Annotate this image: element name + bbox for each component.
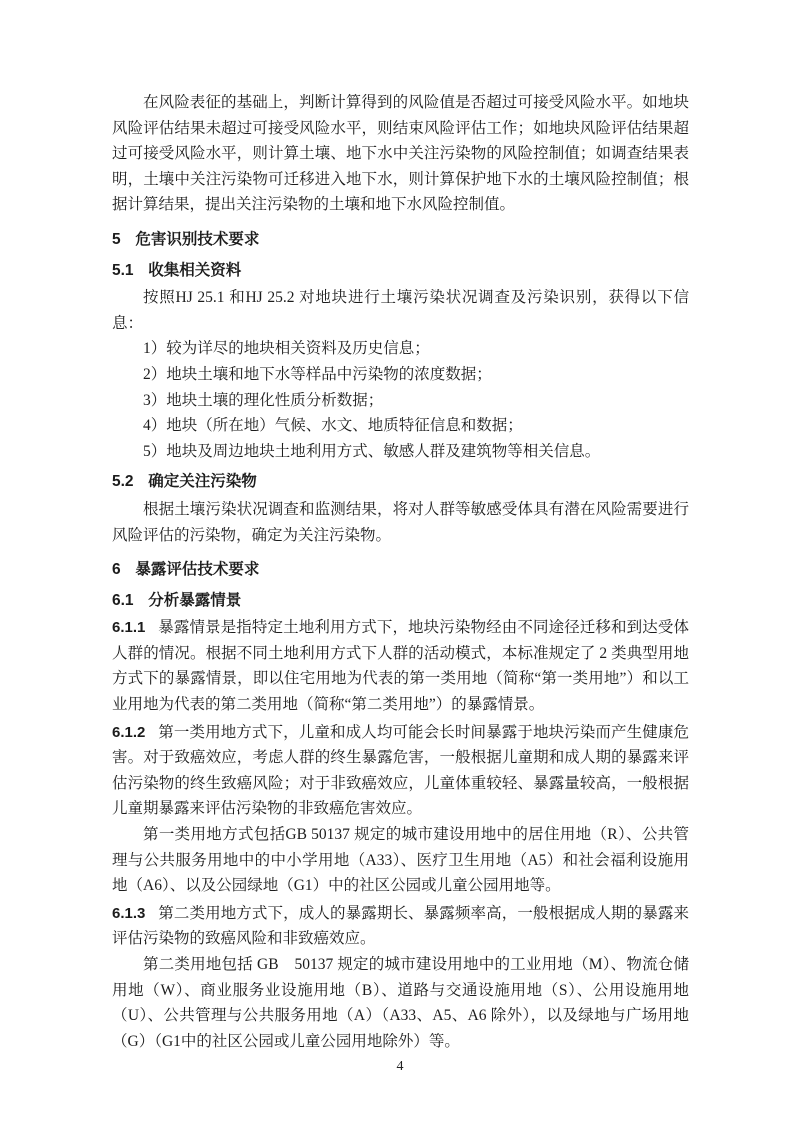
list-item-2: 2）地块土壤和地下水等样品中污染物的浓度数据； (143, 365, 492, 383)
paragraph-5-1-lead: 按照HJ 25.1 和HJ 25.2 对地块进行土壤污染状况调查及污染识别，获得以下信息： (112, 289, 689, 332)
clause-6-1-1-number: 6.1.1 (112, 619, 146, 637)
clause-6-1-3-text: 第二类用地方式下，成人的暴露期长、暴露频率高，一般根据成人期的暴露来评估污染物的致癌风险和非致癌效应。 (112, 904, 689, 948)
clause-6-1-2-text: 第一类用地方式下，儿童和成人均可能会长时间暴露于地块污染而产生健康危害。对于致癌效应，考虑人群的终生暴露危害，一般根据儿童期和成人期的暴露来评估污染物的终生致癌风险；对于非致癌效应，儿童体重较轻、暴露量较高，一般根据儿童期暴露来评估污染物的非致癌危害效应。 (112, 723, 689, 818)
section-5-1-title: 收集相关资料 (148, 261, 242, 279)
section-6-1-title: 分析暴露情景 (148, 591, 242, 609)
clause-6-1-3-supplement: 第二类用地包括 GB 50137 规定的城市建设用地中的工业用地（M）、物流仓储用地（W）、商业服务业设施用地（B）、道路与交通设施用地（S）、公用设施用地（U）、公共管理与公共服务用地（A）（A33、A5、A6 除外），以及绿地与广场用地（G）（G1中的社区公园或儿童公园用地除外）等。 (112, 956, 689, 1050)
section-5-heading (112, 227, 689, 253)
section-6-heading (112, 557, 689, 583)
clause-6-1-1 (112, 615, 689, 717)
section-6-1-heading (112, 588, 689, 614)
list-item-4: 4）地块（所在地）气候、水文、地质特征信息和数据； (143, 417, 523, 435)
page-number: 4 (396, 1059, 404, 1074)
clause-6-1-1-text: 暴露情景是指特定土地利用方式下，地块污染物经由不同途径迁移和到达受体人群的情况。根据不同土地利用方式下人群的活动模式，本标准规定了 2 类典型用地方式下的暴露情景，即以住宅用地为代表的第一类用地（简称“第一类用地”）和以工业用地为代表的第二类用地（简称“第二类用地”）的暴露情景。 (112, 619, 689, 714)
section-5-2-heading (112, 469, 689, 495)
section-6-title: 暴露评估技术要求 (135, 561, 260, 579)
list-item-1: 1）较为详尽的地块相关资料及历史信息； (143, 340, 430, 358)
list-item-3: 3）地块土壤的理化性质分析数据； (143, 391, 384, 409)
section-6-number: 6 (112, 561, 121, 579)
section-5-title: 危害识别技术要求 (135, 230, 260, 248)
list-item-5: 5）地块及周边地块土地利用方式、敏感人群及建筑物等相关信息。 (143, 442, 601, 460)
section-5-number: 5 (112, 230, 121, 248)
page-content (112, 90, 689, 1054)
clause-6-1-2 (112, 720, 689, 822)
paragraph-5-2-body: 根据土壤污染状况调查和监测结果，将对人群等敏感受体具有潜在风险需要进行风险评估的污染物，确定为关注污染物。 (112, 500, 689, 544)
paragraph-risk-characterization: 在风险表征的基础上，判断计算得到的风险值是否超过可接受风险水平。如地块风险评估结果未超过可接受风险水平，则结束风险评估工作；如地块风险评估结果超过可接受风险水平，则计算土壤、地下水中关注污染物的风险控制值；如调查结果表明，土壤中关注污染物可迁移进入地下水，则计算保护地下水的土壤风险控制值；根据计算结果，提出关注污染物的土壤和地下水风险控制值。 (112, 94, 689, 214)
clause-6-1-2-number: 6.1.2 (112, 723, 146, 741)
section-5-2-number: 5.2 (112, 473, 134, 491)
section-5-2-title: 确定关注污染物 (148, 473, 257, 491)
page-footer (0, 1057, 800, 1075)
clause-6-1-3-number: 6.1.3 (112, 904, 146, 922)
clause-6-1-3 (112, 901, 689, 952)
section-6-1-number: 6.1 (112, 591, 134, 609)
section-5-1-number: 5.1 (112, 261, 134, 279)
clause-6-1-2-supplement: 第一类用地方式包括GB 50137 规定的城市建设用地中的居住用地（R）、公共管理与公共服务用地中的中小学用地（A33）、医疗卫生用地（A5）和社会福利设施用地（A6）、以及公园绿地（G1）中的社区公园或儿童公园用地等。 (112, 826, 689, 895)
section-5-1-heading (112, 258, 689, 284)
